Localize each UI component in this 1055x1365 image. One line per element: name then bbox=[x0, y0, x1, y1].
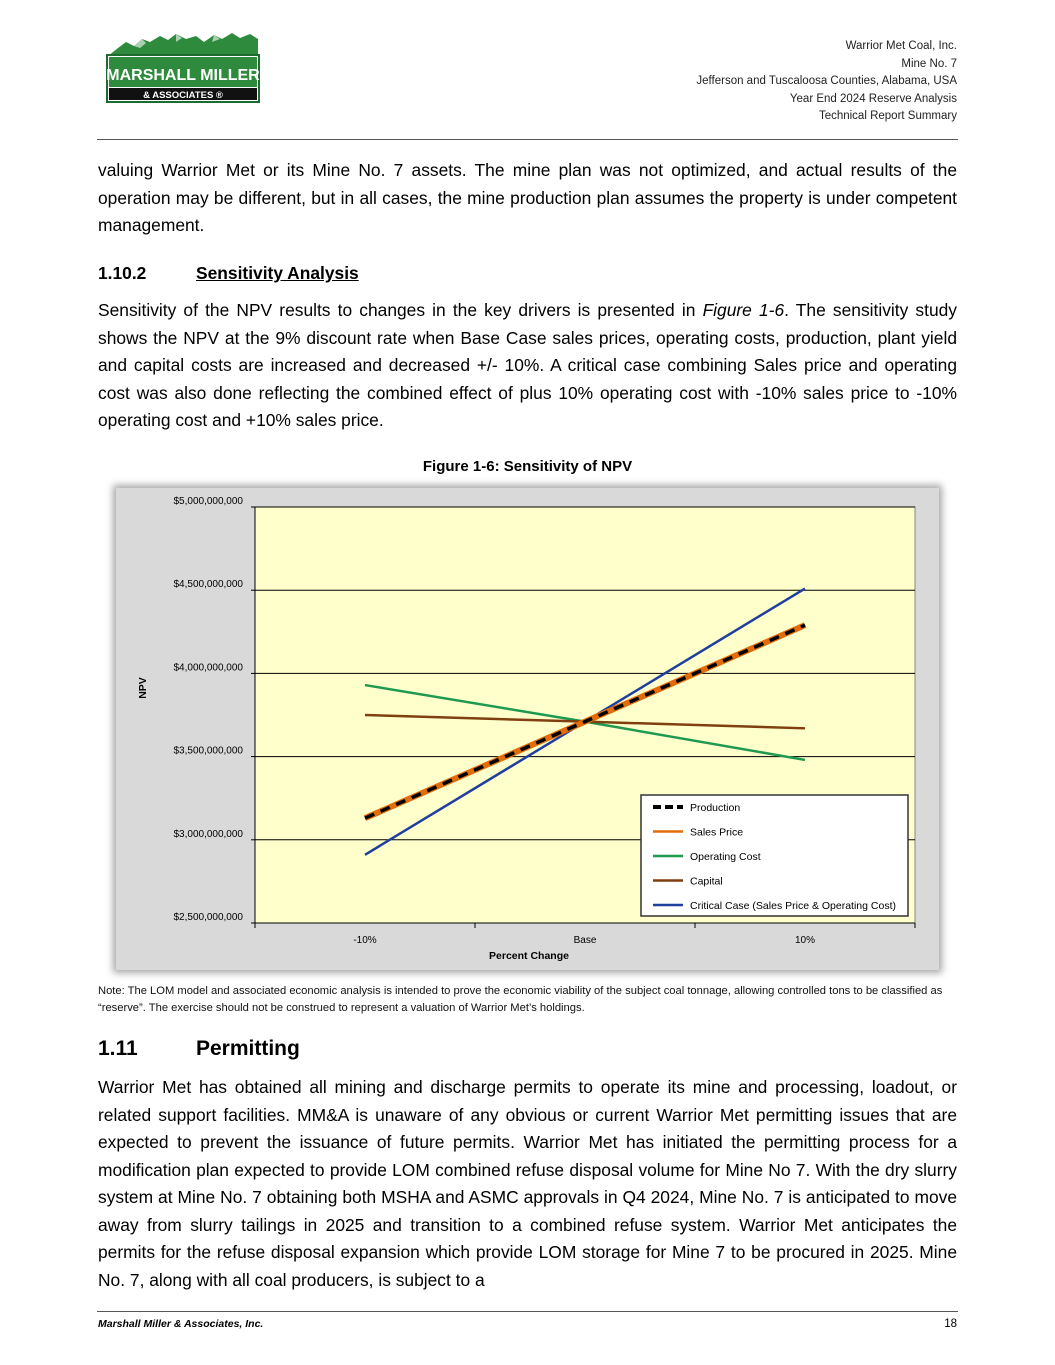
sensitivity-paragraph bbox=[98, 297, 957, 435]
header-line-mine: Mine No. 7 bbox=[901, 57, 957, 70]
permitting-paragraph: Warrior Met has obtained all mining and discharge permits to operate its mine and processing, loadout, or related support facilities. MM&A is unaware of any obvious or current Warrior Met permitting issues that are expected to prevent the issuance of future permits. Warrior Met has initiated the permitting process for a modification plan expected to provide LOM combined refuse disposal volume for Mine No 7. With the dry slurry system at Mine No. 7 obtaining both MSHA and ASMC approvals in Q4 2024, Mine No. 7 is anticipated to move away from slurry tailings in 2025 and transition to a combined refuse system. Warrior Met anticipates the permits for the refuse disposal expansion which provide LOM storage for Mine 7 to be procured in 2025. Mine No. 7, along with all coal producers, is subject to a bbox=[98, 1077, 957, 1290]
x-axis-title: Percent Change bbox=[489, 950, 569, 962]
sensitivity-text-1: Sensitivity of the NPV results to changes in the key drivers is presented in bbox=[98, 300, 703, 320]
header-line-company: Warrior Met Coal, Inc. bbox=[845, 40, 957, 52]
section-number-permitting: 1.11 bbox=[98, 1037, 138, 1060]
chart-canvas bbox=[116, 488, 939, 970]
header-divider bbox=[97, 139, 958, 140]
intro-paragraph: valuing Warrior Met or its Mine No. 7 assets. The mine plan was not optimized, and actual results of the operation may be different, but in all cases, the mine production plan assumes the property is under competent management. bbox=[98, 160, 957, 235]
legend-label-production: Production bbox=[690, 802, 741, 814]
y-tick-label: $2,500,000,000 bbox=[173, 912, 243, 923]
logo-bottom-text: & ASSOCIATES ® bbox=[143, 90, 223, 101]
footer-divider bbox=[97, 1311, 958, 1312]
section-heading-permitting bbox=[98, 1037, 300, 1061]
marshall-miller-logo bbox=[104, 30, 262, 105]
legend-label-sales-price: Sales Price bbox=[690, 826, 744, 839]
y-tick-label: $4,500,000,000 bbox=[173, 579, 243, 591]
x-tick-label: -10% bbox=[353, 935, 377, 946]
report-header bbox=[696, 38, 957, 126]
section-title: Sensitivity Analysis bbox=[196, 263, 359, 283]
section-number: 1.10.2 bbox=[98, 263, 147, 283]
legend-label-critical-case-sales-price-operating-cost: Critical Case (Sales Price & Operating Cost) bbox=[690, 900, 896, 912]
y-tick-label: $4,000,000,000 bbox=[173, 662, 243, 674]
figure-note: Note: The LOM model and associated economic analysis is intended to prove the economic viability of the subject coal tonnage, allowing controlled tons to be classified as “reserve”. The exercise should not be construed to represent a valuation of Warrior Met’s holdings. bbox=[98, 985, 943, 1014]
legend-label-operating-cost: Operating Cost bbox=[690, 851, 761, 863]
section-heading-sensitivity bbox=[98, 263, 359, 284]
npv-sensitivity-chart bbox=[116, 488, 939, 970]
x-tick-label: 10% bbox=[794, 935, 816, 946]
header-line-report-type: Technical Report Summary bbox=[818, 110, 957, 122]
y-tick-label: $5,000,000,000 bbox=[173, 496, 243, 507]
sensitivity-text-2: . The sensitivity study shows the NPV at the 9% discount rate when Base Case sales prices, operating costs, production, plant yield and capital costs are increased and decreased +/- 10%. A critical case combining Sales price and operating cost was also done reflecting the combined effect of plus 10% operating cost with -10% sales price to -10% operating cost and +10% sales price. bbox=[98, 300, 957, 430]
y-tick-label: $3,500,000,000 bbox=[173, 745, 243, 757]
header-line-location: Jefferson and Tuscaloosa Counties, Alabama, USA bbox=[696, 75, 957, 87]
logo-top-text: MARSHALL MILLER bbox=[106, 67, 260, 84]
page-number: 18 bbox=[944, 1318, 957, 1330]
legend-label-capital: Capital bbox=[690, 875, 723, 888]
figure-reference: Figure 1-6 bbox=[702, 300, 785, 320]
footer-company: Marshall Miller & Associates, Inc. bbox=[98, 1318, 264, 1330]
header-line-analysis: Year End 2024 Reserve Analysis bbox=[789, 92, 957, 105]
x-tick-label: Base bbox=[573, 935, 597, 946]
section-title-permitting: Permitting bbox=[196, 1037, 300, 1060]
y-tick-label: $3,000,000,000 bbox=[173, 828, 243, 840]
figure-caption: Figure 1-6: Sensitivity of NPV bbox=[422, 458, 633, 475]
y-axis-title: NPV bbox=[137, 677, 149, 699]
